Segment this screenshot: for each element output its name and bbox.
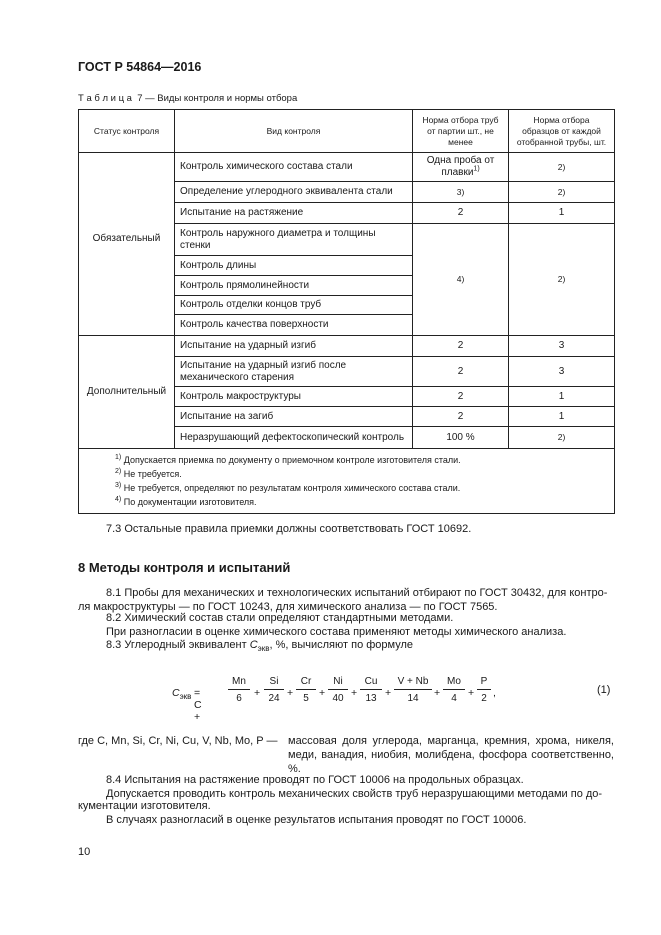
sample-norm-cell: 1 <box>509 387 615 407</box>
lot-norm-cell: 100 % <box>413 427 509 449</box>
lot-norm-cell: Одна проба от плавки$^{1)}$ <box>413 153 509 182</box>
formula-term: $\frac{V + Nb}{14}$ <box>394 676 432 705</box>
paragraph-8-4b-line2: кументации изготовителя. <box>78 800 211 812</box>
lot-norm-cell: 2 <box>413 336 509 357</box>
paragraph-8-4c: В случаях разногласий в оценке результатов испытания проводят по ГОСТ 10006. <box>106 814 527 826</box>
sample-norm-cell: 2) <box>509 427 615 449</box>
sample-norm-cell: 3 <box>509 357 615 387</box>
table-caption: Т а б л и ц а 7 — Виды контроля и нормы отбора <box>78 93 298 104</box>
formula-term: $\frac{Ni}{40}$ <box>328 676 348 705</box>
lot-norm-cell: 2 <box>413 203 509 224</box>
table-row: Контроль прямолинейности <box>175 276 413 296</box>
paragraph-8-4b-line1: Допускается проводить контроль механических свойств труб неразрушающими методами по до- <box>106 788 603 800</box>
status-additional: Дополнительный <box>79 336 175 449</box>
formula-term: $\frac{Si}{24}$ <box>264 676 284 705</box>
table-row: Определение углеродного эквивалента стали <box>175 182 413 203</box>
document-header: ГОСТ Р 54864—2016 <box>78 60 202 74</box>
paragraph-8-2b: При разногласии в оценке химического состава применяют методы химического анализа. <box>106 626 567 638</box>
formula-term: $\frac{Mn}{6}$ <box>228 676 250 705</box>
table-row: Неразрушающий дефектоскопический контроль <box>175 427 413 449</box>
status-mandatory: Обязательный <box>79 153 175 336</box>
paragraph-8-3: 8.3 Углеродный эквивалент $C_{экв}$, %, вычисляют по формуле <box>106 639 414 654</box>
control-table <box>78 109 615 514</box>
formula-term: $\frac{Mo}{4}$ <box>443 676 465 705</box>
lot-norm-cell: 2 <box>413 387 509 407</box>
paragraph-7-3: 7.3 Остальные правила приемки должны соответствовать ГОСТ 10692. <box>106 523 472 535</box>
table-row: Испытание на растяжение <box>175 203 413 224</box>
footnote: $^{4)}$ По документации изготовителя. <box>115 496 257 507</box>
sample-norm-cell: 3 <box>509 336 615 357</box>
footnote: $^{1)}$ Допускается приемка по документу о приемочном контроле изготовителя стали. <box>115 454 461 465</box>
formula-term: $\frac{Cu}{13}$ <box>360 676 382 705</box>
paragraph-8-2: 8.2 Химический состав стали определяют стандартными методами. <box>106 612 454 624</box>
where-vars: где C, Mn, Si, Cr, Ni, Cu, V, Nb, Mo, P — <box>78 735 278 747</box>
sample-norm-cell: 2) <box>509 153 615 182</box>
footnote: $^{3)}$ Не требуется, определяют по результатам контроля химического состава стали. <box>115 482 461 493</box>
lot-norm-group-cell: 4) <box>413 224 509 336</box>
sample-norm-group-cell: 2) <box>509 224 615 336</box>
lot-norm-cell: 2 <box>413 357 509 387</box>
table-row: Контроль химического состава стали <box>175 153 413 182</box>
paragraph-8-1-line2: ля макроструктуры — по ГОСТ 10243, для химического анализа — по ГОСТ 7565. <box>78 601 498 613</box>
table-row: Контроль качества поверхности <box>175 315 413 336</box>
section-heading-8: 8 Методы контроля и испытаний <box>78 560 291 575</box>
paragraph-8-4: 8.4 Испытания на растяжение проводят по ГОСТ 10006 на продольных образцах. <box>106 774 524 786</box>
paragraph-8-1-line1: 8.1 Пробы для механических и технологических испытаний отбирают по ГОСТ 30432, для контро- <box>106 587 608 599</box>
col-type-header: Вид контроля <box>175 110 413 153</box>
table-row: Контроль отделки концов труб <box>175 296 413 315</box>
table-row: Испытание на ударный изгиб после механического старения <box>175 357 413 387</box>
lot-norm-cell: 3) <box>413 182 509 203</box>
col-status-header: Статус контроля <box>79 110 175 153</box>
sample-norm-cell: 1 <box>509 203 615 224</box>
formula-number: (1) <box>597 684 611 696</box>
sample-norm-cell: 2) <box>509 182 615 203</box>
table-row: Испытание на загиб <box>175 407 413 427</box>
table-row: Контроль наружного диаметра и толщины стенки <box>175 224 413 256</box>
table-row: Контроль макроструктуры <box>175 387 413 407</box>
lot-norm-cell: 2 <box>413 407 509 427</box>
col-sample-norm-header: Норма отбора образцов от каждой отобранной трубы, шт. <box>509 110 615 153</box>
sample-norm-cell: 1 <box>509 407 615 427</box>
footnote: $^{2)}$ Не требуется. <box>115 468 182 479</box>
formula-term: $\frac{P}{2}$ <box>477 676 491 705</box>
page-number: 10 <box>78 846 91 858</box>
where-description: массовая доля углерода, марганца, кремния, хрома, никеля, меди, ванадия, ниобия, молибдена, фосфора соответственно, %. <box>288 735 614 775</box>
table-row: Контроль длины <box>175 256 413 276</box>
formula-term: $\frac{Cr}{5}$ <box>296 676 316 705</box>
col-lot-norm-header: Норма отбора труб от партии шт., не менее <box>413 110 509 153</box>
table-notes <box>79 449 615 514</box>
table-row: Испытание на ударный изгиб <box>175 336 413 357</box>
